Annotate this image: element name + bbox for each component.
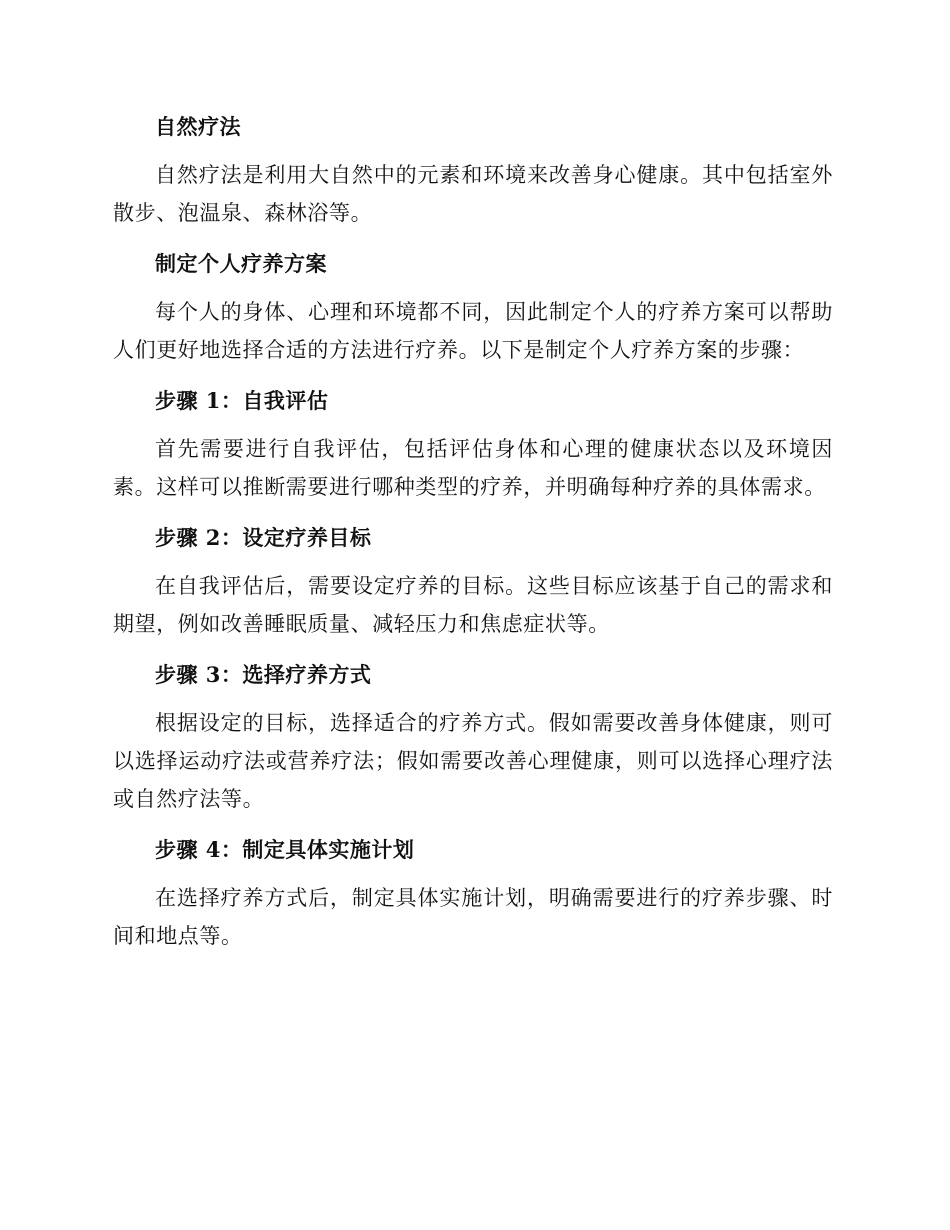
document-content xyxy=(113,108,833,968)
section-heading-natural-therapy: 自然疗法 xyxy=(155,114,241,139)
section-heading-step-4: 步骤 4：制定具体实施计划 xyxy=(155,837,415,862)
section-body-natural-therapy: 自然疗法是利用大自然中的元素和环境来改善身心健康。其中包括室外散步、泡温泉、森林浴等。 xyxy=(113,163,833,225)
section-heading-personal-plan: 制定个人疗养方案 xyxy=(155,251,327,276)
section-body-step-3: 根据设定的目标，选择适合的疗养方式。假如需要改善身体健康，则可以选择运动疗法或营养疗法；假如需要改善心理健康，则可以选择心理疗法或自然疗法等。 xyxy=(113,711,833,811)
section-body-step-1: 首先需要进行自我评估，包括评估身体和心理的健康状态以及环境因素。这样可以推断需要进行哪种类型的疗养，并明确每种疗养的具体需求。 xyxy=(113,437,833,499)
section-heading-step-1: 步骤 1：自我评估 xyxy=(155,388,329,413)
section-body-step-2: 在自我评估后，需要设定疗养的目标。这些目标应该基于自己的需求和期望，例如改善睡眠质量、减轻压力和焦虑症状等。 xyxy=(113,574,833,636)
section-body-step-4: 在选择疗养方式后，制定具体实施计划，明确需要进行的疗养步骤、时间和地点等。 xyxy=(113,886,833,948)
section-heading-step-3: 步骤 3：选择疗养方式 xyxy=(155,662,372,687)
section-body-personal-plan: 每个人的身体、心理和环境都不同，因此制定个人的疗养方案可以帮助人们更好地选择合适的方法进行疗养。以下是制定个人疗养方案的步骤： xyxy=(113,300,833,362)
section-heading-step-2: 步骤 2：设定疗养目标 xyxy=(155,525,372,550)
